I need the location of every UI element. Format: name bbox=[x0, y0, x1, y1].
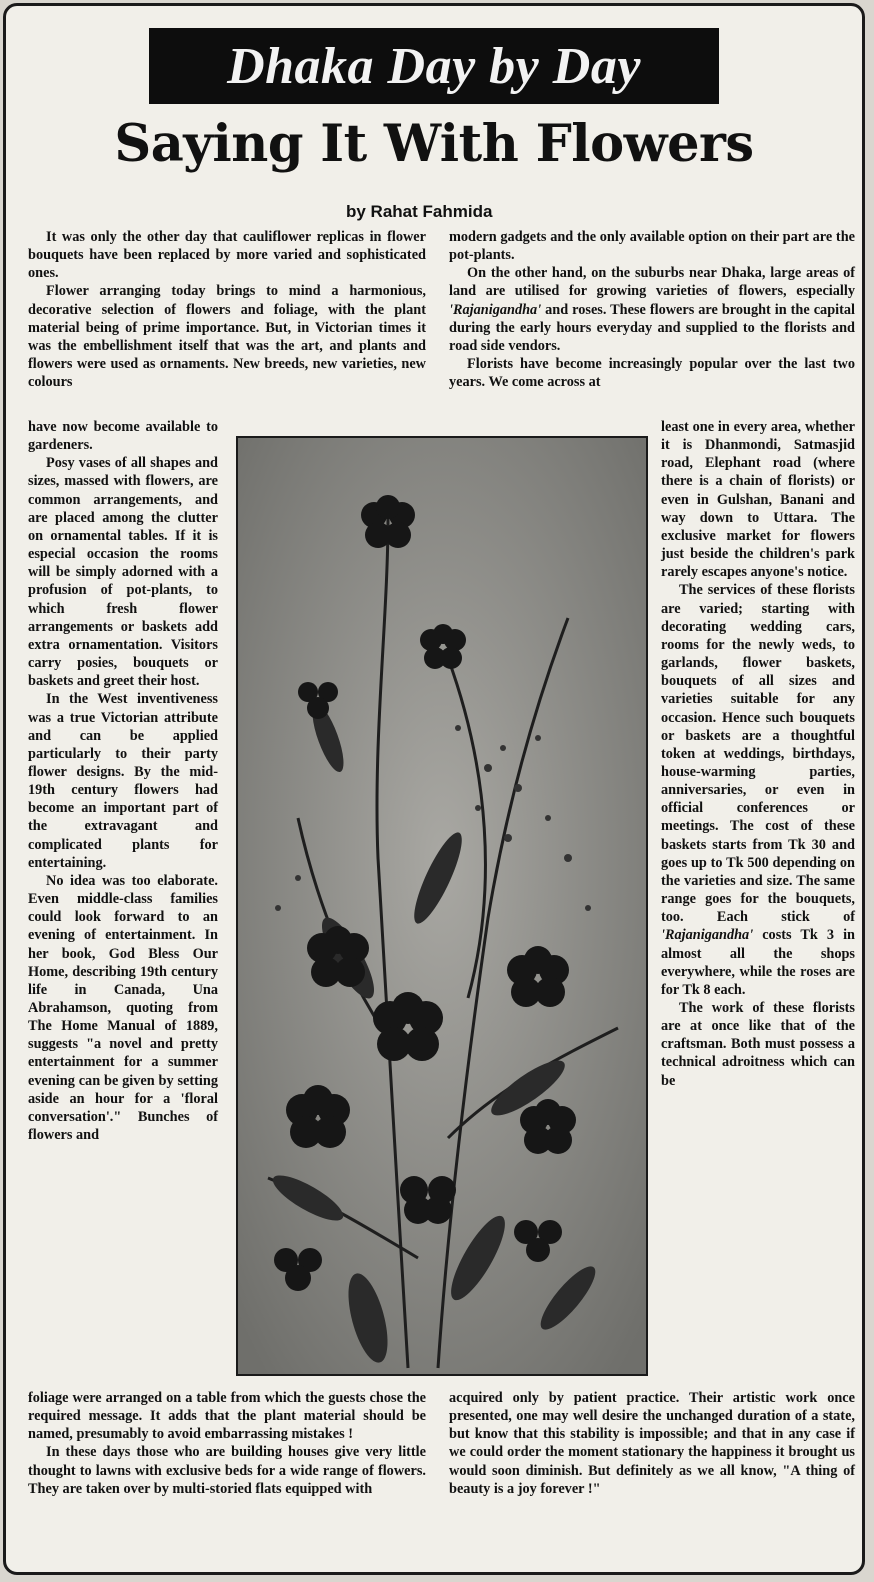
paragraph: modern gadgets and the only available option on their part are the pot-plants. bbox=[449, 229, 855, 264]
right-column-narrow bbox=[661, 418, 855, 1090]
italic-term: 'Rajanigandha' bbox=[661, 927, 754, 944]
paragraph: It was only the other day that cauliflower replicas in flower bouquets have been replaced by more varied and sophisticated ones. bbox=[28, 229, 426, 282]
right-column-top bbox=[449, 228, 855, 391]
article-byline: by Rahat Fahmida bbox=[346, 202, 493, 221]
newspaper-clipping bbox=[3, 3, 865, 1575]
paragraph: The work of these florists are at once like that of the craftsman. Both must possess a technical adroitness which can be bbox=[661, 1000, 855, 1089]
article-headline: Saying It With Flowers bbox=[114, 114, 754, 174]
paragraph: least one in every area, whether it is Dhanmondi, Satmasjid road, Elephant road (where there is a chain of florists) or even in Gulshan, Banani and way down to Uttara. The exclusive market for flowers just beside the children's park rarely escapes anyone's notice. bbox=[661, 419, 855, 581]
paragraph bbox=[449, 264, 855, 355]
paragraph bbox=[661, 581, 855, 999]
right-column-bottom bbox=[449, 1389, 855, 1498]
paragraph: foliage were arranged on a table from which the guests chose the required message. It adds that the plant material should be named, presumably to avoid embarrassing mistakes ! bbox=[28, 1390, 426, 1443]
paragraph: In these days those who are building houses give very little thought to lawns with exclusive beds for a wide range of flowers. They are taken over by multi-storied flats equipped with bbox=[28, 1444, 426, 1497]
paragraph: Florists have become increasingly popular over the last two years. We come across at bbox=[449, 356, 855, 391]
text-run: and roses. These flowers are brought in the capital during the early hours everyday and supplied to the florists and road side vendors. bbox=[449, 301, 855, 354]
text-run: costs Tk 3 in almost all the shops everywhere, while the roses are for Tk 8 each. bbox=[661, 927, 855, 998]
paragraph: Posy vases of all shapes and sizes, massed with flowers, are common arrangements, and are placed among the clutter on ornamental tables. If it is especial occasion the rooms will be simply adorned with a profusion of pot-plants, to which fresh flower arrangements or baskets add extra ornamentation. Visitors carry posies, bouquets or baskets and greet their host. bbox=[28, 455, 218, 690]
flower-drawing bbox=[238, 438, 646, 1374]
text-run: On the other hand, on the suburbs near Dhaka, large areas of land are utilised for growing varieties of flowers, especially bbox=[449, 265, 855, 300]
left-column-top bbox=[28, 228, 426, 391]
text-run: The services of these florists are varied; starting with decorating wedding cars, rooms for the newly weds, to garlands, flower baskets, bouquets of all sizes and varieties suitable for any occasion. Hence such bouquets or baskets are a thoughtful token at weddings, birthdays, house-warming parties, anniversaries, or even in official conferences or meetings. The cost of these baskets starts from Tk 30 and goes up to Tk 500 depending on the varieties and size. The same range goes for the bouquets, too. Each stick of bbox=[661, 582, 855, 926]
left-column-narrow bbox=[28, 418, 218, 1144]
paragraph: have now become available to gardeners. bbox=[28, 419, 218, 454]
italic-term: 'Rajanigandha' bbox=[449, 301, 542, 318]
paragraph: Flower arranging today brings to mind a harmonious, decorative selection of flowers and foliage, with the plant material being of prime importance. But, in Victorian times it was the embellishment itself that was the art, and plants and flowers were used as ornaments. New breeds, new varieties, new colours bbox=[28, 283, 426, 391]
flower-illustration bbox=[236, 436, 648, 1376]
paragraph: No idea was too elaborate. Even middle-class families could look forward to an evening of entertainment. In her book, God Bless Our Home, describing 19th century life in Canada, Una Abrahamson, quoting from The Home Manual of 1889, suggests "a novel and pretty entertainment for a summer evening can be given by setting aside an hour for a 'floral conversation'." Bunches of flowers and bbox=[28, 872, 218, 1144]
paragraph: acquired only by patient practice. Their artistic work once presented, one may well desire the unchanged duration of a state, but know that this stability is impossible; and that in any case if we could order the moment stationary the happiness it brought us would soon diminish. But definitely as we all know, "A thing of beauty is a joy forever !" bbox=[449, 1390, 855, 1497]
masthead-banner bbox=[149, 28, 719, 104]
paragraph: In the West inventiveness was a true Victorian attribute and can be applied particularly to their party flower designs. By the mid-19th century flowers had become an important part of the extravagant and complicated plants for entertaining. bbox=[28, 691, 218, 871]
left-column-bottom bbox=[28, 1389, 426, 1498]
masthead-title: Dhaka Day by Day bbox=[227, 37, 641, 95]
